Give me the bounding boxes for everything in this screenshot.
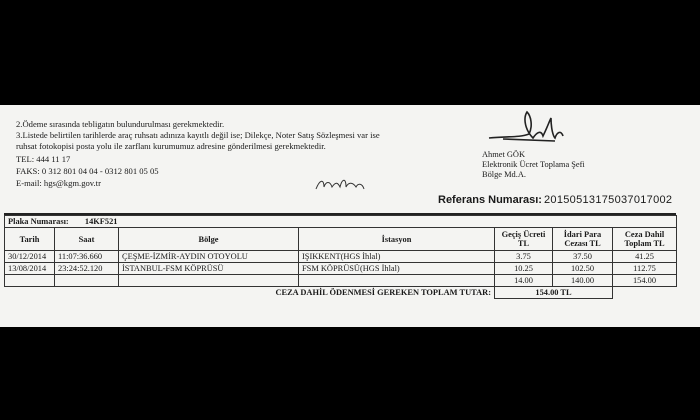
violation-table <box>4 215 677 299</box>
row-fine: 37.50 <box>553 251 613 263</box>
row-region: İSTANBUL-FSM KÖPRÜSÜ <box>119 263 299 275</box>
reference-number: 20150513175037017002 <box>544 194 673 206</box>
row-date: 13/08/2014 <box>5 263 55 275</box>
reference-label: Referans Numarası: <box>438 194 542 206</box>
table-row <box>5 251 677 263</box>
row-time: 11:07:36.660 <box>55 251 119 263</box>
signatory-title: Elektronik Ücret Toplama Şefi <box>482 160 585 169</box>
row-fine: 102.50 <box>553 263 613 275</box>
grand-total-value: 154.00 TL <box>495 287 613 299</box>
subtotal-row <box>5 275 677 287</box>
row-total: 112.75 <box>613 263 677 275</box>
subtotal-fee: 14.00 <box>495 275 553 287</box>
signature-image <box>485 108 595 146</box>
col-region: Bölge <box>119 228 299 251</box>
subtotal-fine: 140.00 <box>553 275 613 287</box>
plate-number: 14KF521 <box>84 217 118 226</box>
contact-tel: TEL: 444 11 17 <box>16 154 71 164</box>
plate-row <box>5 216 677 228</box>
col-date: Tarih <box>5 228 55 251</box>
row-station: IŞIKKENT(HGS İhlal) <box>299 251 495 263</box>
handwritten-scribble <box>312 175 372 195</box>
col-station: İstasyon <box>299 228 495 251</box>
row-total: 41.25 <box>613 251 677 263</box>
row-region: ÇEŞME-İZMİR-AYDIN OTOYOLU <box>119 251 299 263</box>
note-line-2: 2.Ödeme sırasında tebligatın bulundurulması gerekmektedir. <box>16 119 225 129</box>
col-fine: İdari Para Cezası TL <box>553 228 613 251</box>
row-station: FSM KÖPRÜSÜ(HGS İhlal) <box>299 263 495 275</box>
col-time: Saat <box>55 228 119 251</box>
col-total: Ceza Dahil Toplam TL <box>613 228 677 251</box>
table-header <box>5 228 677 251</box>
col-fee: Geçiş Ücreti TL <box>495 228 553 251</box>
signatory-name: Ahmet GÖK <box>482 150 526 159</box>
row-fee: 10.25 <box>495 263 553 275</box>
grand-total-row <box>5 287 677 299</box>
signatory-office: Bölge Md.A. <box>482 170 526 179</box>
row-fee: 3.75 <box>495 251 553 263</box>
contact-fax: FAKS: 0 312 801 04 04 - 0312 801 05 05 <box>16 166 159 176</box>
note-line-3-cont: ruhsat fotokopisi posta yolu ile zarflanı kurumumuz adresine gönderilmesi gerekmektedir. <box>16 141 326 151</box>
row-time: 23:24:52.120 <box>55 263 119 275</box>
plate-label: Plaka Numarası: <box>8 217 69 226</box>
subtotal-total: 154.00 <box>613 275 677 287</box>
table-row <box>5 263 677 275</box>
grand-total-label: CEZA DAHİL ÖDENMESİ GEREKEN TOPLAM TUTAR: <box>5 287 495 299</box>
contact-email: E-mail: hgs@kgm.gov.tr <box>16 178 101 188</box>
row-date: 30/12/2014 <box>5 251 55 263</box>
note-line-3: 3.Listede belirtilen tarihlerde araç ruhsatı adınıza kayıtlı değil ise; Dilekçe, Noter Satış Sözleşmesi var ise <box>16 130 380 140</box>
